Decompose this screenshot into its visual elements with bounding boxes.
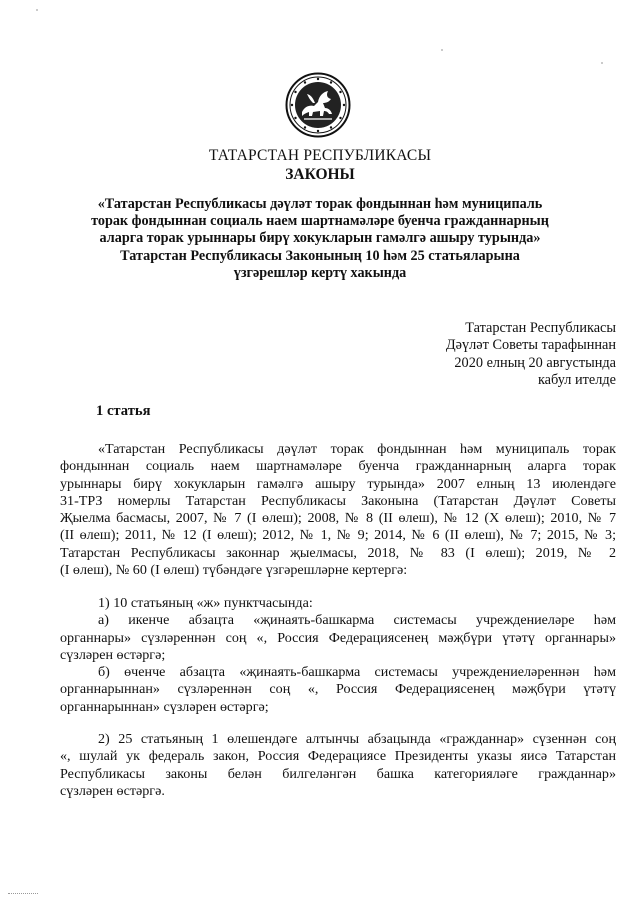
scan-speck [441, 49, 443, 51]
title-line: «Татарстан Республикасы дәүләт торак фондыннан һәм муниципаль [97, 196, 543, 212]
title-line: аларга торак урыннары бирү хокукларын гамәлгә ашыру турында» [99, 230, 541, 247]
text-line: органнары» сүзләреннән соң «, Россия Федерациясенең мәҗбүри үтәтү органнары» [60, 629, 616, 646]
adoption-line: Дәүләт Советы тарафыннан [445, 337, 616, 354]
adoption-line: кабул ителде [537, 372, 616, 389]
text-line: 31-ТРЗ номерлы Татарстан Республикасы Законына (Татарстан Дәүләт Советы [60, 492, 616, 509]
text-line: 2) 25 статьяның 1 өлешендәге алтынчы абзацында «гражданнар» сүзеннән соң [98, 731, 616, 747]
adoption-line: Татарстан Республикасы [465, 320, 616, 336]
text-line: а) икенче абзацта «җинаять-башкарма системасы учреждениеләре һәм [98, 612, 616, 629]
text-line: (II өлеш); 2011, № 12 (I өлеш); 2012, № 1, № 9; 2014, № 6 (II өлеш), № 7; 2015, № 3; [60, 527, 616, 544]
text-line: органнарыннан» сүзләреннән соң «, Россия Федерациясенең мәҗбүри үтәтү [60, 681, 616, 698]
text-line: органнарыннан» сүзләрен өстәргә; [60, 698, 269, 715]
paragraph-item-1 [60, 595, 616, 716]
text-line: сүзләрен өстәргә; [60, 646, 166, 663]
adoption-line: 2020 елның 20 августында [454, 354, 616, 371]
text-line: «Татарстан Республикасы дәүләт торак фондыннан һәм муниципаль торак [98, 441, 616, 457]
text-line: Республикасы законы белән билгеләнгән башка категорияләге гражданнар» [60, 765, 616, 782]
republic-heading: ТАТАРСТАН РЕСПУБЛИКАСЫ [208, 147, 432, 164]
title-line: үзгәрешләр кертү хакында [233, 264, 407, 281]
text-line: фондыннан социаль наем шартнамәләре буенча гражданнарның аларга торак [60, 458, 616, 475]
text-line: б) өченче абзацта «җинаять-башкарма системасы учреждениеләреннән һәм [98, 664, 616, 681]
title-line: торак фондыннан социаль наем шартнамәләре буенча гражданнарның [91, 213, 549, 230]
tatarstan-coat-of-arms-icon [285, 72, 351, 138]
text-line: урыннары бирү хокукларын гамәлгә ашыру турында» 2007 елның 13 июлендәге [60, 475, 616, 492]
adoption-block [300, 320, 616, 390]
text-line: (I өлеш), № 60 (I өлеш) түбәндәге үзгәрешләрне кертергә: [60, 562, 408, 579]
text-line: «, шулай ук федераль закон, Россия Федерациясе Президенты указы яисә Татарстан [60, 748, 616, 765]
scan-speck [601, 62, 603, 64]
paragraph-intro [60, 441, 616, 579]
text-line: Җыелма басмасы, 2007, № 7 (I өлеш); 2008, № 8 (II өлеш), № 12 (X өлеш); 2010, № 7 [60, 510, 616, 527]
footer-mark [8, 893, 38, 894]
paragraph-item-2 [60, 731, 616, 800]
document-type-heading: ЗАКОНЫ [285, 166, 355, 183]
law-title [70, 196, 570, 282]
title-line: Татарстан Республикасы Законының 10 һәм 25 статьяларына [120, 247, 520, 264]
text-line: сүзләрен өстәргә. [60, 782, 165, 799]
article-heading: 1 статья [96, 403, 151, 419]
scan-speck [36, 9, 38, 11]
text-line: 1) 10 статьяның «ж» пунктчасында: [98, 595, 313, 611]
text-line: Татарстан Республикасы законнар җыелмасы, 2018, № 83 (I өлеш); 2019, № 2 [60, 544, 616, 561]
